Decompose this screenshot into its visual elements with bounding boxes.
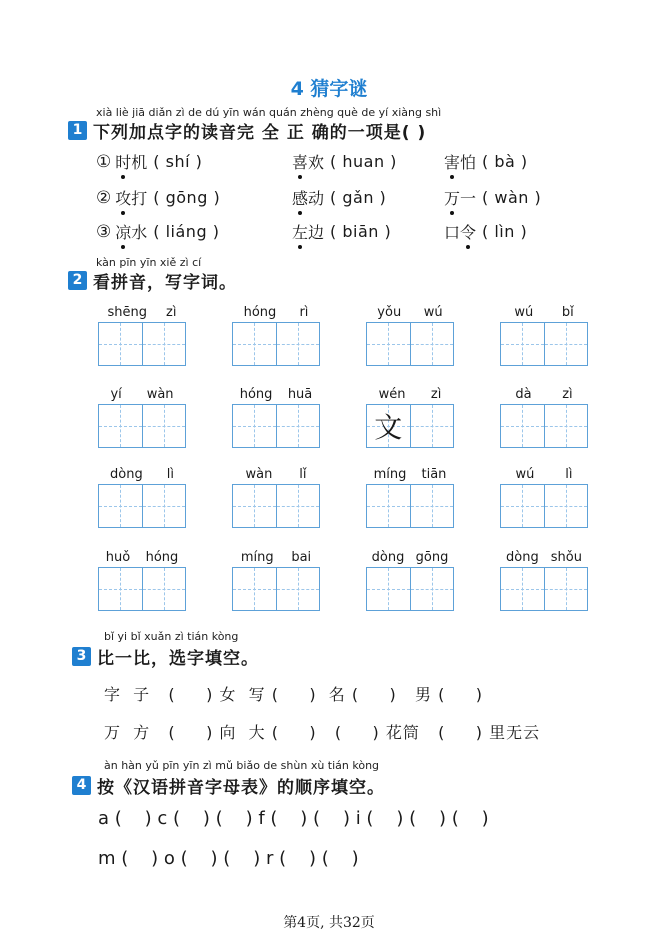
pinyin-in-brackets: ( gǎn ): [330, 188, 387, 207]
q4-pinyin: àn hàn yǔ pīn yīn zì mǔ biǎo de shùn xù tián kòng: [104, 759, 380, 772]
pinyin-syllable: zì: [166, 305, 177, 320]
tianzige-cell[interactable]: [501, 485, 545, 527]
dotted-character: 感: [292, 186, 308, 209]
pinyin-syllable: míng: [373, 467, 407, 482]
tianzige-cell[interactable]: [411, 485, 454, 527]
pinyin-syllable: shǒu: [550, 550, 582, 565]
q2-prompt: 看拼音，写字词。: [93, 273, 237, 293]
tianzige-cell[interactable]: [99, 568, 143, 610]
q3-heading: [72, 644, 259, 669]
q3-line-1: 字 子 ( ) 女 写 ( ) 名 ( ) 男 ( ): [104, 685, 484, 704]
q2-pinyin: kàn pīn yīn xiě zì cí: [96, 256, 202, 269]
word-grid: [98, 549, 186, 611]
pinyin-syllable: huǒ: [105, 550, 131, 565]
pinyin-in-brackets: ( shí ): [153, 152, 203, 171]
cell-character: [99, 568, 142, 610]
cell-character: [545, 485, 588, 527]
tianzige-cells: [500, 484, 588, 528]
tianzige-cells: [500, 322, 588, 366]
tianzige-cell[interactable]: [367, 405, 411, 447]
pinyin-syllable: wàn: [245, 467, 273, 482]
pinyin-syllable: bǐ: [561, 305, 574, 320]
word-character: 动: [308, 189, 325, 208]
cell-character: [233, 485, 276, 527]
word-grid: [366, 304, 454, 366]
tianzige-cells: [500, 404, 588, 448]
pinyin-in-brackets: ( liáng ): [153, 222, 220, 241]
q1-option-2-2: [292, 186, 386, 209]
pinyin-syllable: wàn: [146, 387, 174, 402]
cell-character: 文: [374, 411, 403, 444]
pinyin-syllable: yí: [110, 387, 122, 402]
cell-character: [501, 568, 544, 610]
dotted-character: 左: [292, 220, 308, 243]
q1-option-1-1: [96, 150, 202, 173]
tianzige-cell[interactable]: [99, 485, 143, 527]
tianzige-cells: [500, 567, 588, 611]
pinyin-syllable: huā: [287, 387, 313, 402]
word-grid: [366, 386, 454, 448]
cell-character: [233, 568, 276, 610]
grid-pinyin: [366, 549, 454, 567]
q1-pinyin: xià liè jiā diǎn zì de dú yīn wán quán zhèng què de yí xiàng shì: [96, 106, 442, 119]
q1-number-badge: 1: [68, 121, 87, 140]
word-grid: [98, 304, 186, 366]
q1-heading: [68, 118, 426, 143]
tianzige-cells: [366, 322, 454, 366]
word-character: 机: [131, 153, 148, 172]
word-grid: [366, 466, 454, 528]
q4-prompt: 按《汉语拼音字母表》的顺序填空。: [97, 778, 385, 798]
pinyin-syllable: míng: [240, 550, 274, 565]
tianzige-cell[interactable]: [233, 323, 277, 365]
grid-pinyin: [98, 304, 186, 322]
grid-pinyin: [98, 549, 186, 567]
q2-heading: [68, 268, 237, 293]
word-grid: [500, 549, 588, 611]
tianzige-cells: [232, 484, 320, 528]
pinyin-syllable: zì: [562, 387, 573, 402]
q3-pinyin: bǐ yi bǐ xuǎn zì tián kòng: [104, 630, 239, 643]
tianzige-cell[interactable]: [367, 568, 411, 610]
pinyin-syllable: wú: [515, 467, 535, 482]
pinyin-syllable: wú: [423, 305, 443, 320]
tianzige-cells: [232, 404, 320, 448]
dotted-character: 令: [460, 220, 476, 243]
tianzige-cell[interactable]: [411, 568, 454, 610]
tianzige-cell[interactable]: [277, 323, 320, 365]
pinyin-syllable: dòng: [371, 550, 405, 565]
grid-pinyin: [366, 304, 454, 322]
cell-character: [367, 568, 410, 610]
q3-line-2: 万 方 ( ) 向 大 ( ) ( ) 花筒 ( ) 里无云: [104, 723, 541, 742]
option-number: ②: [96, 187, 112, 208]
tianzige-cell[interactable]: [501, 568, 545, 610]
q1-option-3-1: [96, 220, 219, 243]
cell-character: [411, 405, 454, 447]
tianzige-cell[interactable]: [99, 323, 143, 365]
cell-character: [233, 405, 276, 447]
tianzige-cell[interactable]: [545, 323, 588, 365]
pinyin-syllable: zì: [430, 387, 442, 402]
pinyin-syllable: shēng: [107, 305, 148, 320]
tianzige-cell[interactable]: [143, 405, 186, 447]
pinyin-syllable: dà: [515, 387, 532, 402]
cell-character: [277, 568, 320, 610]
word-character: 怕: [460, 153, 477, 172]
word-character: 水: [131, 223, 148, 242]
tianzige-cells: [98, 404, 186, 448]
pinyin-syllable: yǒu: [377, 305, 402, 320]
word-character: 打: [131, 189, 148, 208]
pinyin-in-brackets: ( huan ): [330, 152, 397, 171]
grid-pinyin: [232, 304, 320, 322]
tianzige-cell[interactable]: [143, 485, 186, 527]
grid-pinyin: [366, 386, 454, 404]
cell-character: [99, 485, 142, 527]
grid-pinyin: [500, 466, 588, 484]
q2-number-badge: 2: [68, 271, 87, 290]
tianzige-cell[interactable]: [233, 568, 277, 610]
grid-pinyin: [232, 466, 320, 484]
tianzige-cell[interactable]: [277, 568, 320, 610]
grid-pinyin: [500, 549, 588, 567]
tianzige-cell[interactable]: [99, 405, 143, 447]
grid-pinyin: [98, 386, 186, 404]
page-title: 4 猜字谜: [290, 78, 368, 100]
dotted-character: 凉: [115, 220, 131, 243]
tianzige-cell[interactable]: [367, 485, 411, 527]
pinyin-syllable: lì: [166, 467, 174, 482]
pinyin-in-brackets: ( wàn ): [482, 188, 542, 207]
grid-pinyin: [232, 386, 320, 404]
grid-pinyin: [366, 466, 454, 484]
cell-character: [99, 405, 142, 447]
pinyin-syllable: dòng: [110, 467, 143, 482]
tianzige-cell[interactable]: [411, 405, 454, 447]
pinyin-syllable: dòng: [506, 550, 539, 565]
tianzige-cells: [366, 567, 454, 611]
q4-number-badge: 4: [72, 776, 91, 795]
q1-option-2-3: [444, 186, 541, 209]
grid-pinyin: [500, 386, 588, 404]
word-grid: [98, 386, 186, 448]
q1-prompt: 下列加点字的读音完 全 正 确的一项是( ): [93, 123, 427, 143]
tianzige-cells: [366, 404, 454, 448]
option-number: ①: [96, 151, 112, 172]
word-character: 一: [460, 189, 477, 208]
pinyin-syllable: gōng: [415, 550, 449, 565]
cell-character: [411, 568, 454, 610]
word-grid: [232, 549, 320, 611]
word-grid: [232, 304, 320, 366]
tianzige-cell[interactable]: [501, 323, 545, 365]
pinyin-syllable: hóng: [239, 387, 273, 402]
cell-character: [99, 323, 142, 365]
tianzige-cells: [232, 567, 320, 611]
tianzige-cells: [98, 567, 186, 611]
word-grid: [500, 466, 588, 528]
pinyin-in-brackets: ( bà ): [482, 152, 528, 171]
cell-character: [233, 323, 276, 365]
q1-option-2-1: [96, 186, 220, 209]
pinyin-syllable: bai: [291, 550, 312, 565]
pinyin-syllable: hóng: [145, 550, 179, 565]
tianzige-cells: [98, 484, 186, 528]
cell-character: [143, 485, 186, 527]
page-footer: 第4页, 共32页: [283, 915, 375, 931]
word-grid: [232, 386, 320, 448]
tianzige-cell[interactable]: [233, 405, 277, 447]
cell-character: [367, 323, 410, 365]
cell-character: [501, 323, 544, 365]
q4-heading: [72, 773, 385, 798]
cell-character: [277, 485, 320, 527]
q1-option-1-3: [444, 150, 528, 173]
pinyin-syllable: wén: [378, 387, 406, 402]
cell-character: [411, 485, 454, 527]
tianzige-cell[interactable]: [277, 485, 320, 527]
tianzige-cell[interactable]: [233, 485, 277, 527]
pinyin-syllable: hóng: [243, 305, 277, 320]
word-grid: [232, 466, 320, 528]
q3-number-badge: 3: [72, 647, 91, 666]
dotted-character: 攻: [115, 186, 131, 209]
tianzige-cell[interactable]: [545, 405, 588, 447]
cell-character: [367, 485, 410, 527]
pinyin-syllable: lì: [565, 467, 573, 482]
q3-prompt: 比一比，选字填空。: [97, 649, 259, 669]
tianzige-cells: [98, 322, 186, 366]
cell-character: [501, 405, 544, 447]
cell-character: [277, 405, 320, 447]
cell-character: [501, 485, 544, 527]
pinyin-syllable: wú: [514, 305, 534, 320]
dotted-character: 时: [115, 150, 131, 173]
q1-option-3-2: [292, 220, 391, 243]
grid-pinyin: [98, 466, 186, 484]
option-number: ③: [96, 221, 112, 242]
cell-character: [143, 323, 186, 365]
cell-character: [143, 568, 186, 610]
pinyin-syllable: lǐ: [299, 467, 307, 482]
cell-character: [545, 405, 588, 447]
tianzige-cells: [366, 484, 454, 528]
word-grid: [366, 549, 454, 611]
pinyin-in-brackets: ( lìn ): [482, 222, 528, 241]
pinyin-in-brackets: ( biān ): [330, 222, 392, 241]
dotted-character: 喜: [292, 150, 308, 173]
word-grid: [500, 386, 588, 448]
q1-option-3-3: [444, 220, 527, 243]
cell-character: [545, 323, 588, 365]
dotted-character: 害: [444, 150, 460, 173]
word-character: 口: [444, 223, 461, 242]
word-grid: [500, 304, 588, 366]
tianzige-cell[interactable]: [501, 405, 545, 447]
tianzige-cell[interactable]: [545, 485, 588, 527]
tianzige-cell[interactable]: [277, 405, 320, 447]
tianzige-cell[interactable]: [143, 323, 186, 365]
word-character: 欢: [308, 153, 325, 172]
pinyin-in-brackets: ( gōng ): [153, 188, 221, 207]
pinyin-syllable: rì: [299, 305, 309, 320]
tianzige-cell[interactable]: [143, 568, 186, 610]
pinyin-syllable: tiān: [421, 467, 447, 482]
cell-character: [545, 568, 588, 610]
q4-line-1: a ( ) c ( ) ( ) f ( ) ( ) i ( ) ( ) ( ): [98, 808, 489, 829]
cell-character: [411, 323, 454, 365]
cell-character: [143, 405, 186, 447]
grid-pinyin: [500, 304, 588, 322]
word-grid: [98, 466, 186, 528]
dotted-character: 万: [444, 186, 460, 209]
cell-character: [277, 323, 320, 365]
q4-line-2: m ( ) o ( ) ( ) r ( ) ( ): [98, 848, 359, 869]
tianzige-cells: [232, 322, 320, 366]
word-character: 边: [308, 223, 325, 242]
grid-pinyin: [232, 549, 320, 567]
tianzige-cell[interactable]: [367, 323, 411, 365]
tianzige-cell[interactable]: [411, 323, 454, 365]
tianzige-cell[interactable]: [545, 568, 588, 610]
q1-option-1-2: [292, 150, 397, 173]
